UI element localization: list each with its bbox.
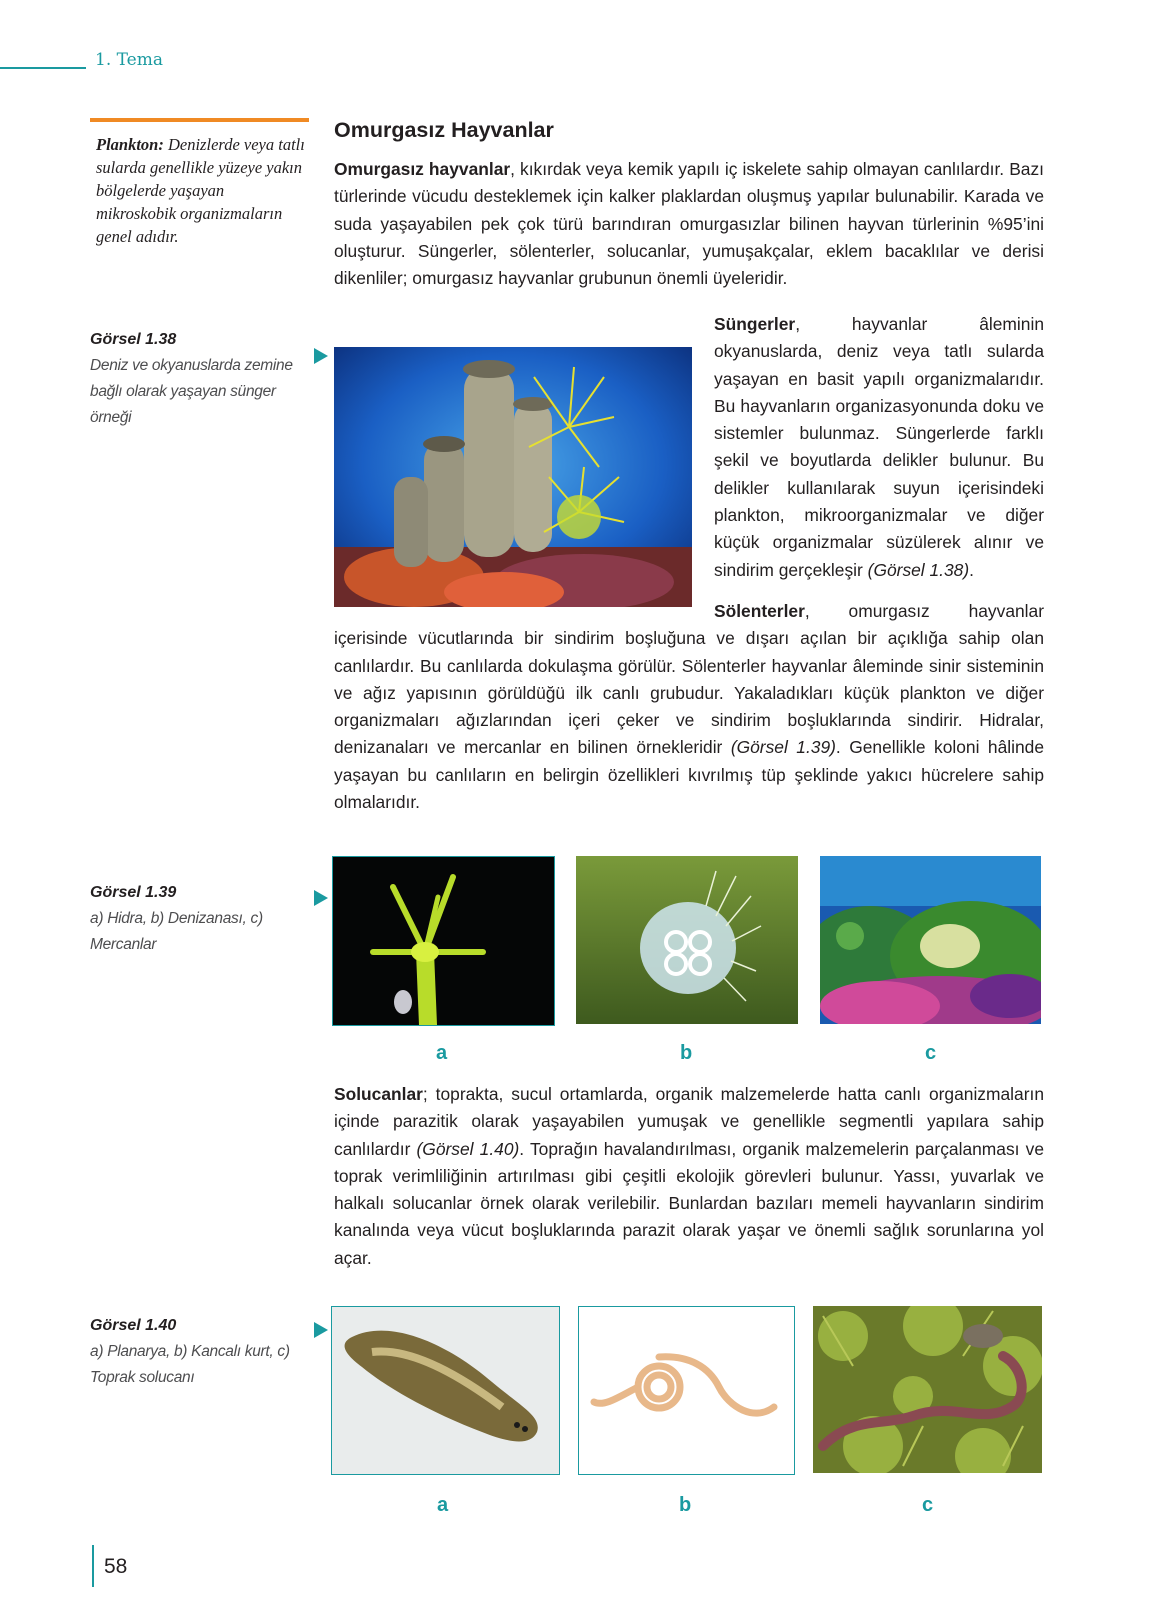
- caption-text: Deniz ve okyanuslarda zemine bağlı olarak yaşayan sünger örneği: [90, 357, 293, 426]
- section-title: Omurgasız Hayvanlar: [334, 118, 554, 142]
- figure-ref: (Görsel 1.39): [730, 737, 836, 758]
- paragraph-text: , hayvanlar âleminin okyanuslarda, deniz veya tatlı sularda yaşayan en basit yapılı organizmalarıdır. Bu hayvanların organizasyonunda doku ve sistemler bulunmaz. Süngerlerde farklı şekil ve boyutlarda delikler bulunur. Bu delikler kullanılarak suyun içerisindeki plankton, mikroorganizmalar ve diğer küçük organizmalar süzülerek alınır ve sindirim gerçekleşir: [714, 314, 1044, 580]
- term-omurgasiz: Omurgasız hayvanlar: [334, 159, 511, 179]
- hydra-photo: [332, 856, 555, 1026]
- caption-text: a) Planarya, b) Kancalı kurt, c) Toprak solucanı: [90, 1343, 290, 1386]
- paragraph-text: , kıkırdak veya kemik yapılı iç iskelete sahip olmayan canlılardır. Bazı türlerinde vücudu desteklemek için kalker plaklardan oluşmuş yapılar bulunabilir. Karada ve suda yaşayabilen pek çok türü barındıran omurgasızlar bilinen hayvan türlerinin %95’ini oluşturur. Süngerler, sölenterler, solucanlar, yumuşakçalar, eklem bacaklılar ve derisi dikenliler; omurgasız hayvanlar grubunun önemli üyeleridir.: [334, 159, 1044, 289]
- page-number: 58: [104, 1555, 128, 1578]
- side-note-bar: [90, 118, 309, 122]
- page-number-rule: [92, 1545, 94, 1587]
- term-solenterler: Sölenterler: [714, 601, 805, 621]
- side-note-term: Plankton:: [96, 135, 164, 154]
- side-note-definition: Denizlerde veya tatlı sularda genellikle yüzeye yakın bölgelerde yaşayan mikroskobik organizmaların genel adıdır.: [96, 135, 305, 246]
- paragraph-text: . Toprağın havalandırılması, organik malzemelerin parçalanması ve toprak verimliliğinin artırılması gibi çeşitli ekolojik görevleri bulunur. Yassı, yuvarlak ve halkalı solucanlar örnek olarak verilebilir. Bunlardan bazıları memeli hayvanların sindirim kanalında veya vücut boşluklarında parazit olarak yaşar ve önemli sağlık sorunlarına yol açar.: [334, 1138, 1044, 1268]
- paragraph-omurgasiz: [334, 156, 1044, 292]
- paragraph-solenterler: [334, 598, 1044, 816]
- paragraph-text: . Genellikle koloni hâlinde yaşayan bu canlıların en belirgin özellikleri kıvrılmış tüp şeklinde yakıcı hücrelere sahip olmalarıdır.: [334, 737, 1045, 813]
- caption-title: Görsel 1.40: [90, 1317, 177, 1334]
- paragraph-solucanlar: [334, 1081, 1044, 1272]
- figure-label-c: c: [922, 1494, 934, 1516]
- pointer-arrow-icon: [314, 1322, 328, 1338]
- caption-title: Görsel 1.39: [90, 884, 177, 901]
- figure-ref: (Görsel 1.38): [867, 559, 970, 580]
- sponge-photo: [334, 347, 692, 607]
- paragraph-text: ; toprakta, sucul ortamlarda, organik malzemelerde hatta canlı organizmaların içinde parazitik olarak yaşayabilen yumuşak ve genellikle segmentli yapılara sahip canlılardır: [334, 1084, 1044, 1159]
- paragraph-text: , omurgasız hayvanlar içerisinde vücutlarında bir sindirim boşluğuna ve dışarı açılan bir açıklığa sahip olan canlılardır. Bu canlılarda dokulaşma görülür. Sölenterler hayvanlar âleminde sinir sisteminin ve ağız yapısının görüldüğü ilk canlı grubudur. Yakaladıkları küçük plankton ve diğer organizmaları ağızlarından içeri çeker ve sindirim boşluklarında sindirir. Hidralar, denizanaları ve mercanlar en bilinen örnekleridir: [334, 601, 1044, 758]
- jellyfish-photo: [576, 856, 798, 1024]
- caption-text: a) Hidra, b) Denizanası, c) Mercanlar: [90, 910, 263, 953]
- coral-photo: [820, 856, 1041, 1024]
- figure-label-b: b: [679, 1494, 692, 1516]
- hookworm-photo: [578, 1306, 795, 1475]
- term-sungerler: Süngerler: [714, 314, 796, 334]
- paragraph-sungerler: [714, 311, 1044, 584]
- caption-fig139: [90, 884, 315, 958]
- figure-ref: (Görsel 1.40): [416, 1138, 520, 1159]
- figure-label-b: b: [680, 1042, 693, 1064]
- chapter-label: 1. Tema: [95, 50, 163, 70]
- figure-label-a: a: [436, 1042, 448, 1064]
- caption-title: Görsel 1.38: [90, 331, 177, 348]
- earthworm-photo: [813, 1306, 1042, 1473]
- term-solucanlar: Solucanlar: [334, 1084, 423, 1104]
- figure-label-a: a: [437, 1494, 449, 1516]
- header-rule: [0, 67, 86, 69]
- planaria-photo: [331, 1306, 560, 1475]
- side-note: [96, 133, 306, 248]
- pointer-arrow-icon: [314, 348, 328, 364]
- caption-fig140: [90, 1317, 315, 1391]
- caption-fig138: [90, 331, 315, 431]
- pointer-arrow-icon: [314, 890, 328, 906]
- figure-label-c: c: [925, 1042, 937, 1064]
- paragraph-text: .: [969, 559, 974, 580]
